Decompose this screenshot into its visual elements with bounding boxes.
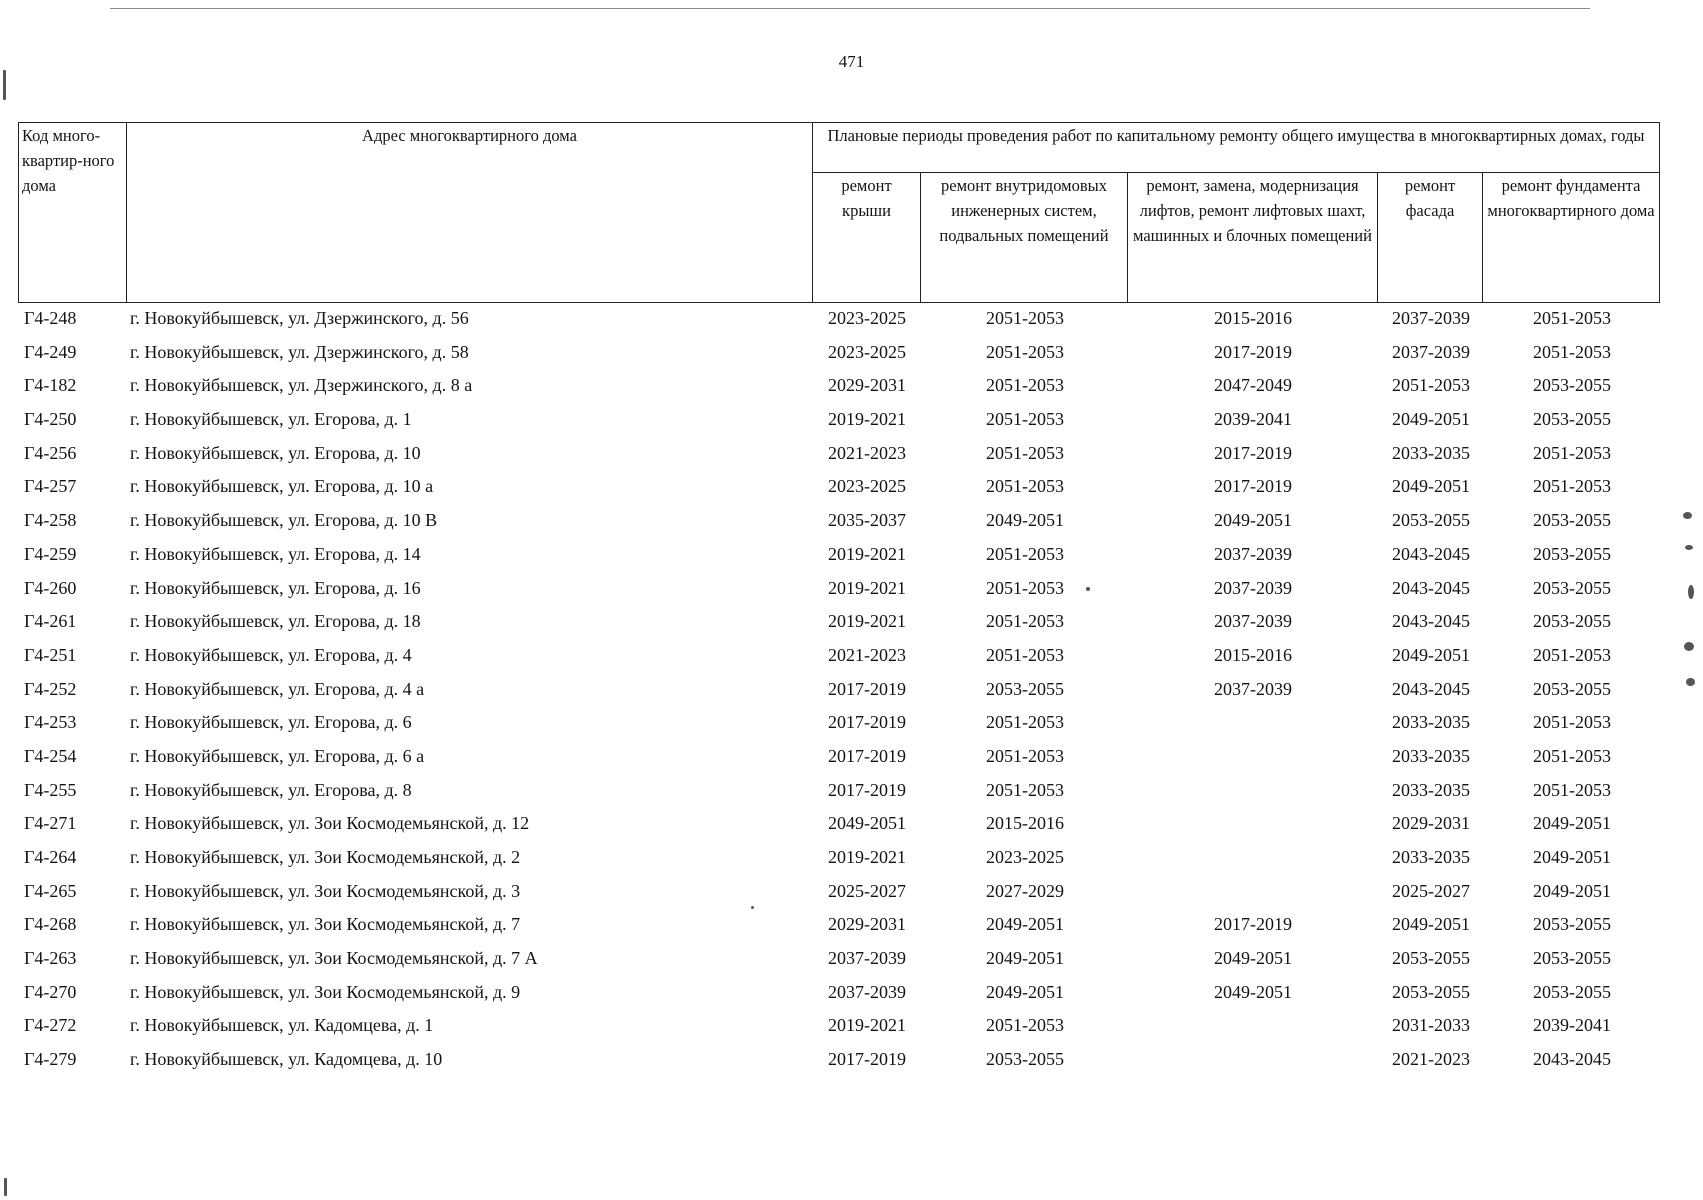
cell-code: Г4-252 — [24, 678, 77, 699]
cell-address: г. Новокуйбышевск, ул. Егорова, д. 14 — [130, 543, 421, 564]
table-row — [0, 740, 1703, 774]
cell-foundation: 2049-2051 — [1533, 847, 1611, 867]
cell-facade: 2043-2045 — [1392, 543, 1470, 564]
cell-code: Г4-251 — [24, 644, 77, 665]
cell-code: Г4-258 — [24, 510, 77, 531]
cell-roof: 2017-2019 — [828, 712, 906, 733]
scan-speck — [1684, 642, 1694, 651]
scan-speck — [4, 1178, 7, 1196]
cell-facade: 2037-2039 — [1392, 308, 1470, 328]
table-row — [0, 1043, 1703, 1077]
cell-facade: 2033-2035 — [1392, 442, 1470, 463]
cell-lifts: 2037-2039 — [1214, 543, 1292, 564]
cell-roof: 2019-2021 — [828, 1015, 906, 1036]
page-number: 471 — [838, 52, 865, 71]
cell-facade: 2053-2055 — [1392, 510, 1470, 531]
cell-address: г. Новокуйбышевск, ул. Зои Космодемьянской, д. 2 — [130, 847, 521, 867]
cell-systems: 2023-2025 — [986, 847, 1064, 867]
cell-foundation: 2053-2055 — [1533, 914, 1611, 935]
table-row — [0, 673, 1703, 707]
table-row — [0, 774, 1703, 808]
cell-address: г. Новокуйбышевск, ул. Егорова, д. 1 — [130, 409, 412, 430]
cell-foundation: 2053-2055 — [1533, 375, 1611, 396]
header-foundation: ремонт фундамента многоквартирного дома — [1483, 173, 1660, 303]
table-row — [0, 639, 1703, 673]
cell-foundation: 2053-2055 — [1533, 948, 1611, 969]
cell-systems: 2051-2053 — [986, 308, 1064, 328]
cell-systems: 2051-2053 — [986, 409, 1064, 430]
cell-roof: 2023-2025 — [828, 341, 906, 362]
cell-roof: 2029-2031 — [828, 914, 906, 935]
cell-address: г. Новокуйбышевск, ул. Дзержинского, д. 58 — [130, 341, 469, 362]
cell-code: Г4-253 — [24, 712, 77, 733]
cell-code: Г4-250 — [24, 409, 77, 430]
cell-address: г. Новокуйбышевск, ул. Кадомцева, д. 1 — [130, 1015, 434, 1036]
header-roof: ремонт крыши — [813, 173, 921, 303]
cell-facade: 2021-2023 — [1392, 1049, 1470, 1070]
cell-roof: 2017-2019 — [828, 1049, 906, 1070]
cell-lifts: 2017-2019 — [1214, 341, 1292, 362]
cell-lifts: 2049-2051 — [1214, 948, 1292, 969]
table-row — [0, 504, 1703, 538]
cell-code: Г4-261 — [24, 611, 77, 632]
cell-address: г. Новокуйбышевск, ул. Зои Космодемьянской, д. 7 А — [130, 948, 538, 969]
cell-lifts: 2015-2016 — [1214, 644, 1292, 665]
cell-code: Г4-264 — [24, 847, 77, 867]
cell-facade: 2031-2033 — [1392, 1015, 1470, 1036]
cell-code: Г4-248 — [24, 308, 77, 328]
cell-roof: 2021-2023 — [828, 442, 906, 463]
cell-facade: 2033-2035 — [1392, 745, 1470, 766]
cell-systems: 2049-2051 — [986, 948, 1064, 969]
cell-systems: 2051-2053 — [986, 779, 1064, 800]
cell-systems: 2051-2053 — [986, 476, 1064, 497]
scan-speck — [751, 906, 754, 909]
cell-lifts: 2049-2051 — [1214, 510, 1292, 531]
cell-systems: 2015-2016 — [986, 813, 1064, 834]
cell-roof: 2049-2051 — [828, 813, 906, 834]
cell-systems: 2051-2053 — [986, 611, 1064, 632]
table-row — [0, 369, 1703, 403]
table-row — [0, 302, 1703, 336]
cell-address: г. Новокуйбышевск, ул. Егорова, д. 18 — [130, 611, 421, 632]
cell-roof: 2021-2023 — [828, 644, 906, 665]
table-body — [0, 302, 1703, 1077]
cell-foundation: 2053-2055 — [1533, 510, 1611, 531]
header-code: Код много-квартир-ного дома — [19, 123, 127, 303]
table-row — [0, 706, 1703, 740]
cell-roof: 2037-2039 — [828, 981, 906, 1002]
cell-address: г. Новокуйбышевск, ул. Дзержинского, д. 56 — [130, 308, 469, 328]
cell-systems: 2051-2053 — [986, 341, 1064, 362]
cell-foundation: 2053-2055 — [1533, 678, 1611, 699]
header-periods: Плановые периоды проведения работ по капитальному ремонту общего имущества в многоквартирных домах, годы — [813, 123, 1660, 173]
cell-systems: 2027-2029 — [986, 880, 1064, 901]
cell-facade: 2053-2055 — [1392, 981, 1470, 1002]
cell-lifts: 2039-2041 — [1214, 409, 1292, 430]
cell-code: Г4-259 — [24, 543, 77, 564]
cell-facade: 2043-2045 — [1392, 678, 1470, 699]
cell-code: Г4-260 — [24, 577, 77, 598]
cell-code: Г4-271 — [24, 813, 77, 834]
cell-foundation: 2043-2045 — [1533, 1049, 1611, 1070]
cell-foundation: 2051-2053 — [1533, 308, 1611, 328]
cell-facade: 2049-2051 — [1392, 409, 1470, 430]
cell-systems: 2053-2055 — [986, 1049, 1064, 1070]
cell-foundation: 2053-2055 — [1533, 543, 1611, 564]
cell-code: Г4-263 — [24, 948, 77, 969]
cell-code: Г4-268 — [24, 914, 77, 935]
cell-code: Г4-265 — [24, 880, 77, 901]
cell-foundation: 2049-2051 — [1533, 880, 1611, 901]
cell-facade: 2049-2051 — [1392, 476, 1470, 497]
cell-systems: 2049-2051 — [986, 981, 1064, 1002]
scan-speck — [1688, 585, 1694, 599]
cell-address: г. Новокуйбышевск, ул. Егорова, д. 10 В — [130, 510, 438, 531]
cell-foundation: 2049-2051 — [1533, 813, 1611, 834]
cell-code: Г4-256 — [24, 442, 77, 463]
cell-lifts: 2017-2019 — [1214, 914, 1292, 935]
cell-foundation: 2051-2053 — [1533, 712, 1611, 733]
cell-facade: 2049-2051 — [1392, 644, 1470, 665]
cell-roof: 2019-2021 — [828, 577, 906, 598]
cell-address: г. Новокуйбышевск, ул. Зои Космодемьянской, д. 12 — [130, 813, 530, 834]
cell-address: г. Новокуйбышевск, ул. Егорова, д. 4 — [130, 644, 412, 665]
cell-roof: 2017-2019 — [828, 779, 906, 800]
cell-systems: 2051-2053 — [986, 543, 1064, 564]
cell-foundation: 2051-2053 — [1533, 442, 1611, 463]
cell-foundation: 2053-2055 — [1533, 577, 1611, 598]
cell-code: Г4-254 — [24, 745, 77, 766]
cell-foundation: 2051-2053 — [1533, 745, 1611, 766]
scan-speck — [1683, 512, 1692, 519]
cell-address: г. Новокуйбышевск, ул. Кадомцева, д. 10 — [130, 1049, 443, 1070]
scan-speck — [1686, 678, 1695, 686]
cell-facade: 2043-2045 — [1392, 611, 1470, 632]
cell-facade: 2037-2039 — [1392, 341, 1470, 362]
cell-roof: 2019-2021 — [828, 409, 906, 430]
header-facade: ремонт фасада — [1378, 173, 1483, 303]
scan-speck — [1086, 587, 1090, 591]
cell-roof: 2023-2025 — [828, 308, 906, 328]
cell-facade: 2051-2053 — [1392, 375, 1470, 396]
cell-foundation: 2053-2055 — [1533, 981, 1611, 1002]
cell-facade: 2025-2027 — [1392, 880, 1470, 901]
cell-foundation: 2051-2053 — [1533, 476, 1611, 497]
table-row — [0, 470, 1703, 504]
cell-address: г. Новокуйбышевск, ул. Егорова, д. 10 — [130, 442, 421, 463]
cell-foundation: 2053-2055 — [1533, 611, 1611, 632]
cell-roof: 2017-2019 — [828, 745, 906, 766]
cell-code: Г4-255 — [24, 779, 77, 800]
cell-systems: 2051-2053 — [986, 442, 1064, 463]
cell-systems: 2051-2053 — [986, 375, 1064, 396]
cell-code: Г4-279 — [24, 1049, 77, 1070]
cell-systems: 2051-2053 — [986, 644, 1064, 665]
cell-systems: 2051-2053 — [986, 1015, 1064, 1036]
cell-systems: 2053-2055 — [986, 678, 1064, 699]
cell-lifts: 2049-2051 — [1214, 981, 1292, 1002]
table-row — [0, 572, 1703, 606]
table-row — [0, 403, 1703, 437]
cell-code: Г4-182 — [24, 375, 77, 396]
cell-roof: 2019-2021 — [828, 543, 906, 564]
cell-facade: 2033-2035 — [1392, 712, 1470, 733]
cell-lifts: 2037-2039 — [1214, 678, 1292, 699]
scan-top-rule — [110, 8, 1590, 9]
table-row — [0, 942, 1703, 976]
cell-code: Г4-270 — [24, 981, 77, 1002]
header-systems: ремонт внутридомовых инженерных систем, подвальных помещений — [921, 173, 1128, 303]
cell-facade: 2053-2055 — [1392, 948, 1470, 969]
cell-foundation: 2039-2041 — [1533, 1015, 1611, 1036]
cell-roof: 2035-2037 — [828, 510, 906, 531]
cell-systems: 2049-2051 — [986, 914, 1064, 935]
cell-foundation: 2051-2053 — [1533, 341, 1611, 362]
cell-lifts: 2037-2039 — [1214, 577, 1292, 598]
cell-roof: 2025-2027 — [828, 880, 906, 901]
header-lifts: ремонт, замена, модернизация лифтов, ремонт лифтовых шахт, машинных и блочных помещений — [1128, 173, 1378, 303]
cell-lifts: 2047-2049 — [1214, 375, 1292, 396]
table-row — [0, 437, 1703, 471]
cell-lifts: 2037-2039 — [1214, 611, 1292, 632]
cell-facade: 2029-2031 — [1392, 813, 1470, 834]
cell-address: г. Новокуйбышевск, ул. Егорова, д. 6 а — [130, 745, 425, 766]
cell-facade: 2033-2035 — [1392, 847, 1470, 867]
table-row — [0, 875, 1703, 909]
cell-roof: 2019-2021 — [828, 611, 906, 632]
cell-foundation: 2053-2055 — [1533, 409, 1611, 430]
scan-speck — [1685, 545, 1693, 550]
cell-foundation: 2051-2053 — [1533, 644, 1611, 665]
cell-roof: 2019-2021 — [828, 847, 906, 867]
cell-address: г. Новокуйбышевск, ул. Зои Космодемьянской, д. 3 — [130, 880, 521, 901]
cell-systems: 2051-2053 — [986, 712, 1064, 733]
cell-lifts: 2017-2019 — [1214, 442, 1292, 463]
scan-speck — [3, 70, 6, 100]
cell-roof: 2037-2039 — [828, 948, 906, 969]
cell-address: г. Новокуйбышевск, ул. Егорова, д. 10 а — [130, 476, 434, 497]
cell-roof: 2017-2019 — [828, 678, 906, 699]
cell-systems: 2051-2053 — [986, 745, 1064, 766]
table-row — [0, 336, 1703, 370]
cell-foundation: 2051-2053 — [1533, 779, 1611, 800]
table-row — [0, 908, 1703, 942]
cell-lifts: 2017-2019 — [1214, 476, 1292, 497]
table-row — [0, 841, 1703, 875]
cell-lifts: 2015-2016 — [1214, 308, 1292, 328]
table-header — [18, 122, 1660, 303]
cell-facade: 2049-2051 — [1392, 914, 1470, 935]
cell-address: г. Новокуйбышевск, ул. Егорова, д. 16 — [130, 577, 421, 598]
cell-address: г. Новокуйбышевск, ул. Дзержинского, д. 8 а — [130, 375, 473, 396]
cell-address: г. Новокуйбышевск, ул. Зои Космодемьянской, д. 7 — [130, 914, 521, 935]
cell-address: г. Новокуйбышевск, ул. Зои Космодемьянской, д. 9 — [130, 981, 521, 1002]
cell-roof: 2029-2031 — [828, 375, 906, 396]
cell-systems: 2049-2051 — [986, 510, 1064, 531]
cell-address: г. Новокуйбышевск, ул. Егорова, д. 8 — [130, 779, 412, 800]
table-row — [0, 538, 1703, 572]
cell-facade: 2043-2045 — [1392, 577, 1470, 598]
cell-code: Г4-272 — [24, 1015, 77, 1036]
table-row — [0, 976, 1703, 1010]
cell-systems: 2051-2053 — [986, 577, 1064, 598]
cell-address: г. Новокуйбышевск, ул. Егорова, д. 4 а — [130, 678, 425, 699]
cell-roof: 2023-2025 — [828, 476, 906, 497]
cell-code: Г4-249 — [24, 341, 77, 362]
header-address: Адрес многоквартирного дома — [127, 123, 813, 303]
cell-address: г. Новокуйбышевск, ул. Егорова, д. 6 — [130, 712, 412, 733]
table-row — [0, 605, 1703, 639]
table-row — [0, 1009, 1703, 1043]
cell-facade: 2033-2035 — [1392, 779, 1470, 800]
cell-code: Г4-257 — [24, 476, 77, 497]
table-row — [0, 807, 1703, 841]
